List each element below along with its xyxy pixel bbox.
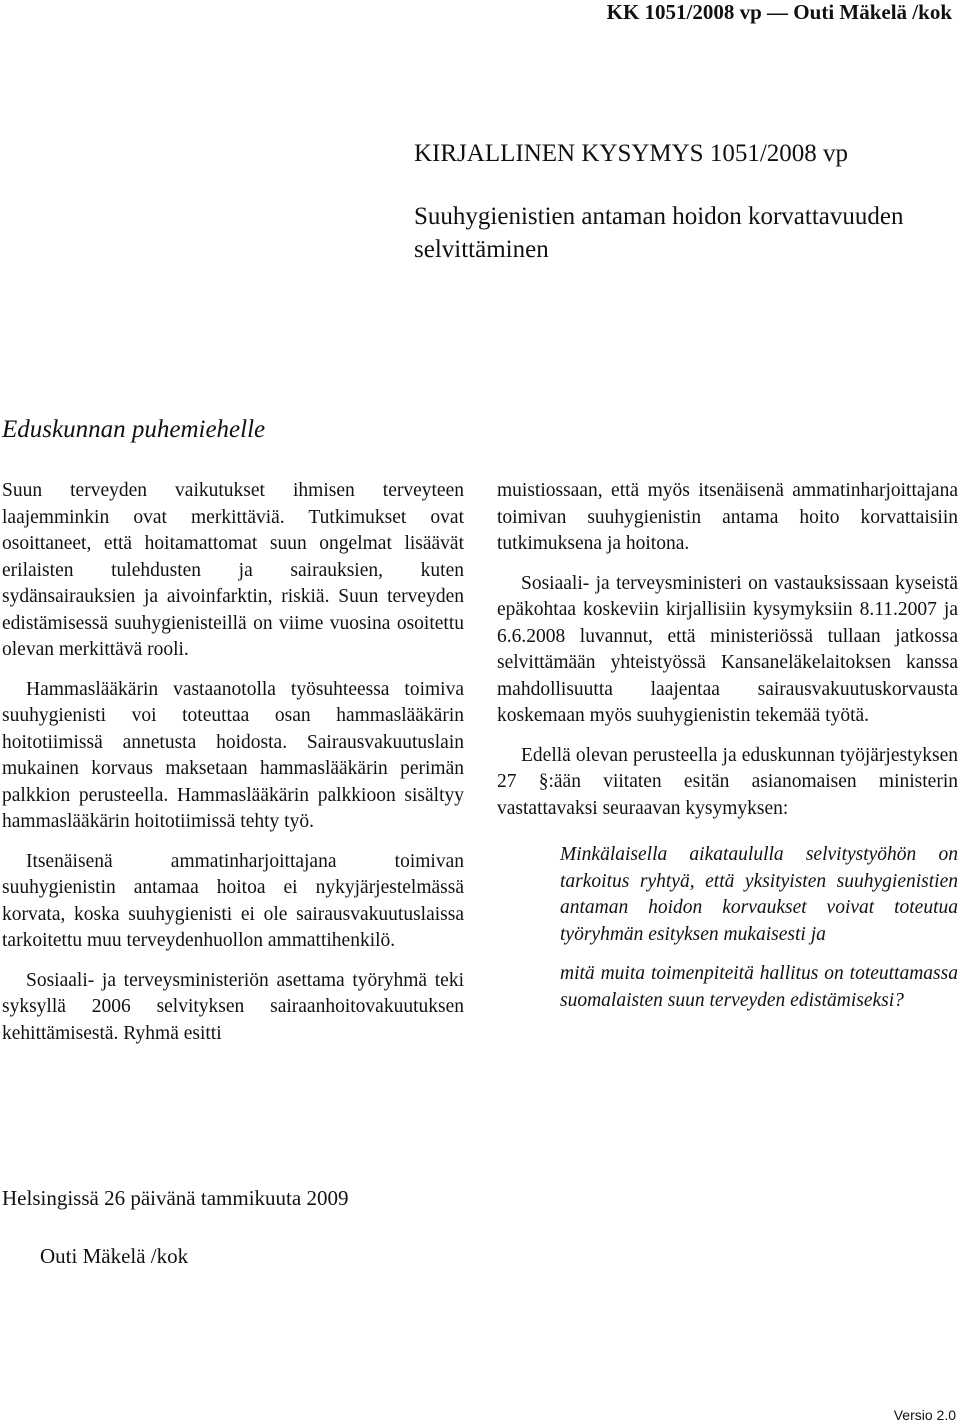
body-column-left (2, 478, 464, 1060)
question-block (560, 842, 958, 1014)
document-title: Suuhygienistien antaman hoidon korvattavuuden selvittäminen (414, 203, 904, 263)
paragraph: Suun terveyden vaikutukset ihmisen terveyteen laajemminkin ovat merkittäviä. Tutkimukset ovat osoittaneet, että hoitamattomat suun ongelmat lisäävät erilaisten tulehdusten ja sairauksien, kuten sydänsairauksien ja aivoinfarktin, riskiä. Suun terveyden edistämisessä suuhygienisteillä on viime vuosina osoitettu olevan merkittävä rooli. (2, 480, 464, 660)
paragraph: Sosiaali- ja terveysministeriön asettama työryhmä teki syksyllä 2006 selvityksen sairaanhoitovakuutuksen kehittämisestä. Ryhmä esitti (2, 969, 464, 1044)
question: mitä muita toimenpiteitä hallitus on toteuttamassa suomalaisten suun terveyden edistämiseksi? (560, 963, 958, 1011)
paragraph: Sosiaali- ja terveysministeri on vastauksissaan kyseistä epäkohtaa koskeviin kirjallisiin kysymyksiin 8.11.2007 ja 6.6.2008 luvannut, että ministeriössä tullaan jatkossa selvittämään yhteistyössä Kansaneläkelaitoksen kanssa mahdollisuutta laajentaa sairausvakuutuskorvausta koskemaan myös suuhygienistin tekemää työtä. (497, 572, 958, 726)
body-column-right (497, 478, 958, 1027)
paragraph: Itsenäisenä ammatinharjoittajana toimivan suuhygienistin antamaa hoitoa ei nykyjärjestelmässä korvata, koska suuhygienisti ei ole sairausvakuutuslaissa tarkoitettu muu terveydenhuollon ammattihenkilö. (2, 850, 464, 951)
version-label: Versio 2.0 (893, 1407, 956, 1423)
addressee: Eduskunnan puhemiehelle (2, 416, 266, 443)
signer-name: Outi Mäkelä /kok (40, 1244, 189, 1268)
place-date: Helsingissä 26 päivänä tammikuuta 2009 (2, 1186, 349, 1210)
question: Minkälaisella aikataululla selvitystyöhön on tarkoitus ryhtyä, että yksityisten suuhygienistien antaman hoidon korvaukset voivat toteutua työryhmän esityksen mukaisesti ja (560, 844, 958, 945)
running-head: KK 1051/2008 vp — Outi Mäkelä /kok (606, 0, 952, 24)
paragraph: Edellä olevan perusteella ja eduskunnan työjärjestyksen 27 §:ään viitaten esitän asianomaisen ministerin vastattavaksi seuraavan kysymyksen: (497, 744, 958, 819)
paragraph: Hammaslääkärin vastaanotolla työsuhteessa toimiva suuhygienisti voi toteuttaa osan hammaslääkärin hoitotiimissä annetusta hoidosta. Sairausvakuutuslain mukainen korvaus maksetaan hammaslääkärin perimän palkkion perusteella. Hammaslääkärin palkkioon sisältyy hammaslääkärin hoitotiimissä tehty työ. (2, 678, 464, 832)
document-heading: KIRJALLINEN KYSYMYS 1051/2008 vp (414, 140, 849, 167)
paragraph: muistiossaan, että myös itsenäisenä ammatinharjoittajana toimivan suuhygienistin antama hoito korvattaisiin tutkimuksena ja hoitona. (497, 480, 958, 554)
